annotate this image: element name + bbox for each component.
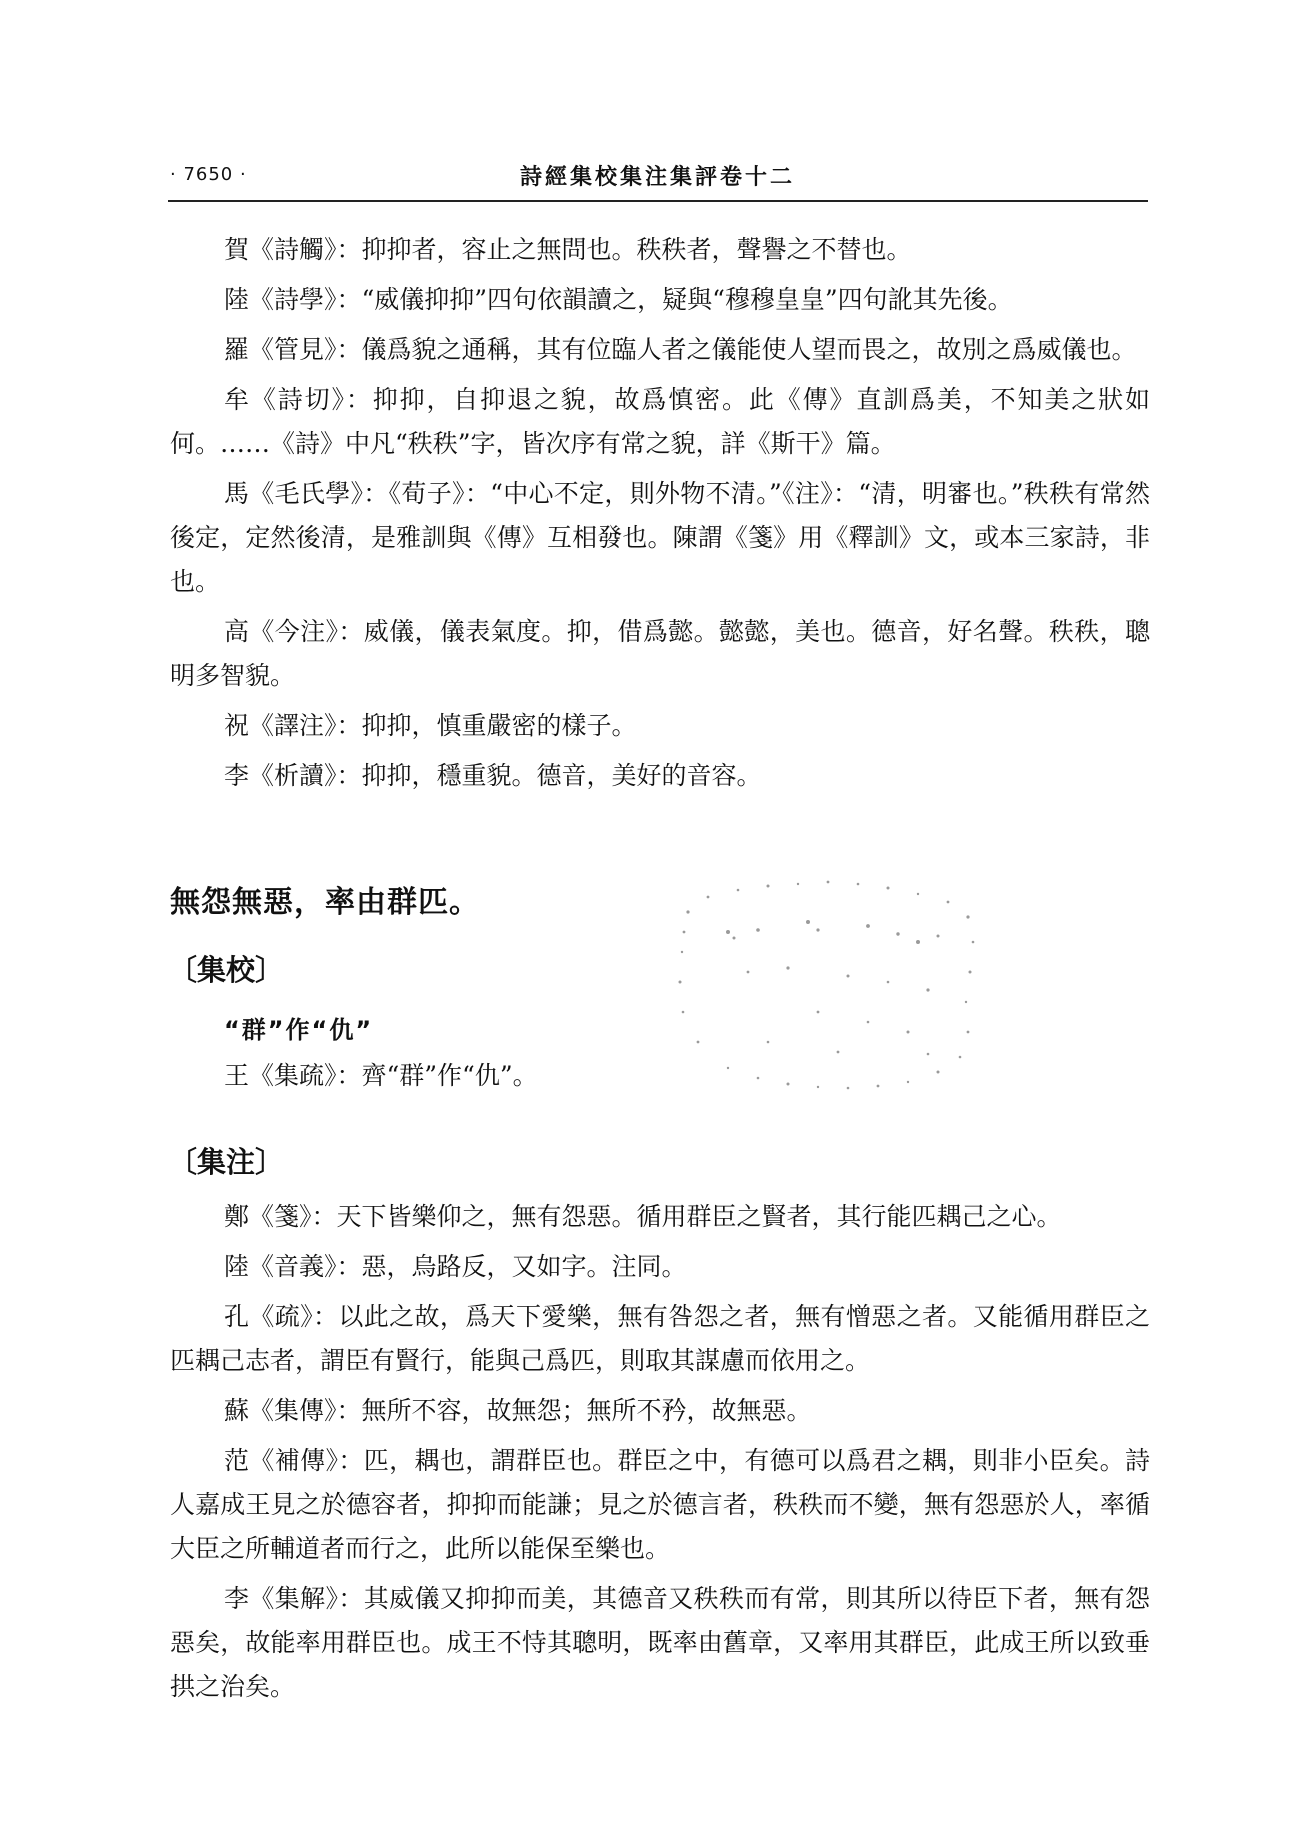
upper-notes [170,228,1150,804]
note-paragraph: 蘇《集傳》：無所不容，故無怨；無所不矜，故無惡。 [224,1396,812,1425]
note-paragraph: 祝《譯注》：抑抑，慎重嚴密的樣子。 [224,711,637,740]
note-paragraph: 牟《詩切》：抑抑，自抑退之貌，故爲慎密。此《傳》直訓爲美，不知美之狀如何。……《詩》中凡“秩秩”字，皆次序有常之貌，詳《斯干》篇。 [170,385,1150,458]
header-rule [168,200,1148,202]
jizhu-notes [170,1195,1150,1715]
note-paragraph: 李《集解》：其威儀又抑抑而美，其德音又秩秩而有常，則其所以待臣下者，無有怨惡矣，故能率用群臣也。成王不恃其聰明，既率由舊章，又率用其群臣，此成王所以致垂拱之治矣。 [170,1584,1150,1701]
note-paragraph: 鄭《箋》：天下皆樂仰之，無有怨惡。循用群臣之賢者，其行能匹耦己之心。 [224,1202,1062,1231]
note-paragraph: 孔《疏》：以此之故，爲天下愛樂，無有咎怨之者，無有憎惡之者。又能循用群臣之匹耦己志者，謂臣有賢行，能與己爲匹，則取其謀慮而依用之。 [170,1302,1150,1375]
note-paragraph: 賀《詩觸》：抑抑者，容止之無問也。秩秩者，聲譽之不替也。 [224,235,912,264]
variant-heading: “群”作“仇” [224,1016,374,1044]
jijiao-label: 〔集校〕 [168,953,285,987]
running-title: 詩經集校集注集評卷十二 [519,164,795,190]
note-paragraph: 高《今注》：威儀，儀表氣度。抑，借爲懿。懿懿，美也。德音，好名聲。秩秩，聰明多智貌。 [170,617,1150,690]
jizhu-label: 〔集注〕 [168,1145,285,1179]
note-paragraph: 李《析讀》：抑抑，穩重貌。德音，美好的音容。 [224,761,762,790]
note-paragraph: 陸《音義》：惡，烏路反，又如字。注同。 [224,1252,687,1281]
note-paragraph: 陸《詩學》：“威儀抑抑”四句依韻讀之，疑與“穆穆皇皇”四句訛其先後。 [224,285,1013,314]
jijiao-line: 王《集疏》：齊“群”作“仇”。 [224,1061,538,1090]
note-paragraph: 馬《毛氏學》：《荀子》：“中心不定，則外物不清。”《注》：“清，明審也。”秩秩有常然後定，定然後清，是雅訓與《傳》互相發也。陳謂《箋》用《釋訓》文，或本三家詩，非也。 [170,479,1150,596]
note-paragraph: 范《補傳》：匹，耦也，謂群臣也。群臣之中，有德可以爲君之耦，則非小臣矣。詩人嘉成王見之於德容者，抑抑而能謙；見之於德言者，秩秩而不變，無有怨惡於人，率循大臣之所輔道者而行之，此所以能保至樂也。 [170,1446,1150,1563]
note-paragraph: 羅《管見》：儀爲貌之通稱，其有位臨人者之儀能使人望而畏之，故別之爲威儀也。 [224,335,1137,364]
faint-seal-stamp [668,872,988,1102]
verse-line: 無怨無惡，率由群匹。 [170,885,480,920]
page-number: · 7650 · [170,164,247,185]
page-header [170,160,1145,200]
